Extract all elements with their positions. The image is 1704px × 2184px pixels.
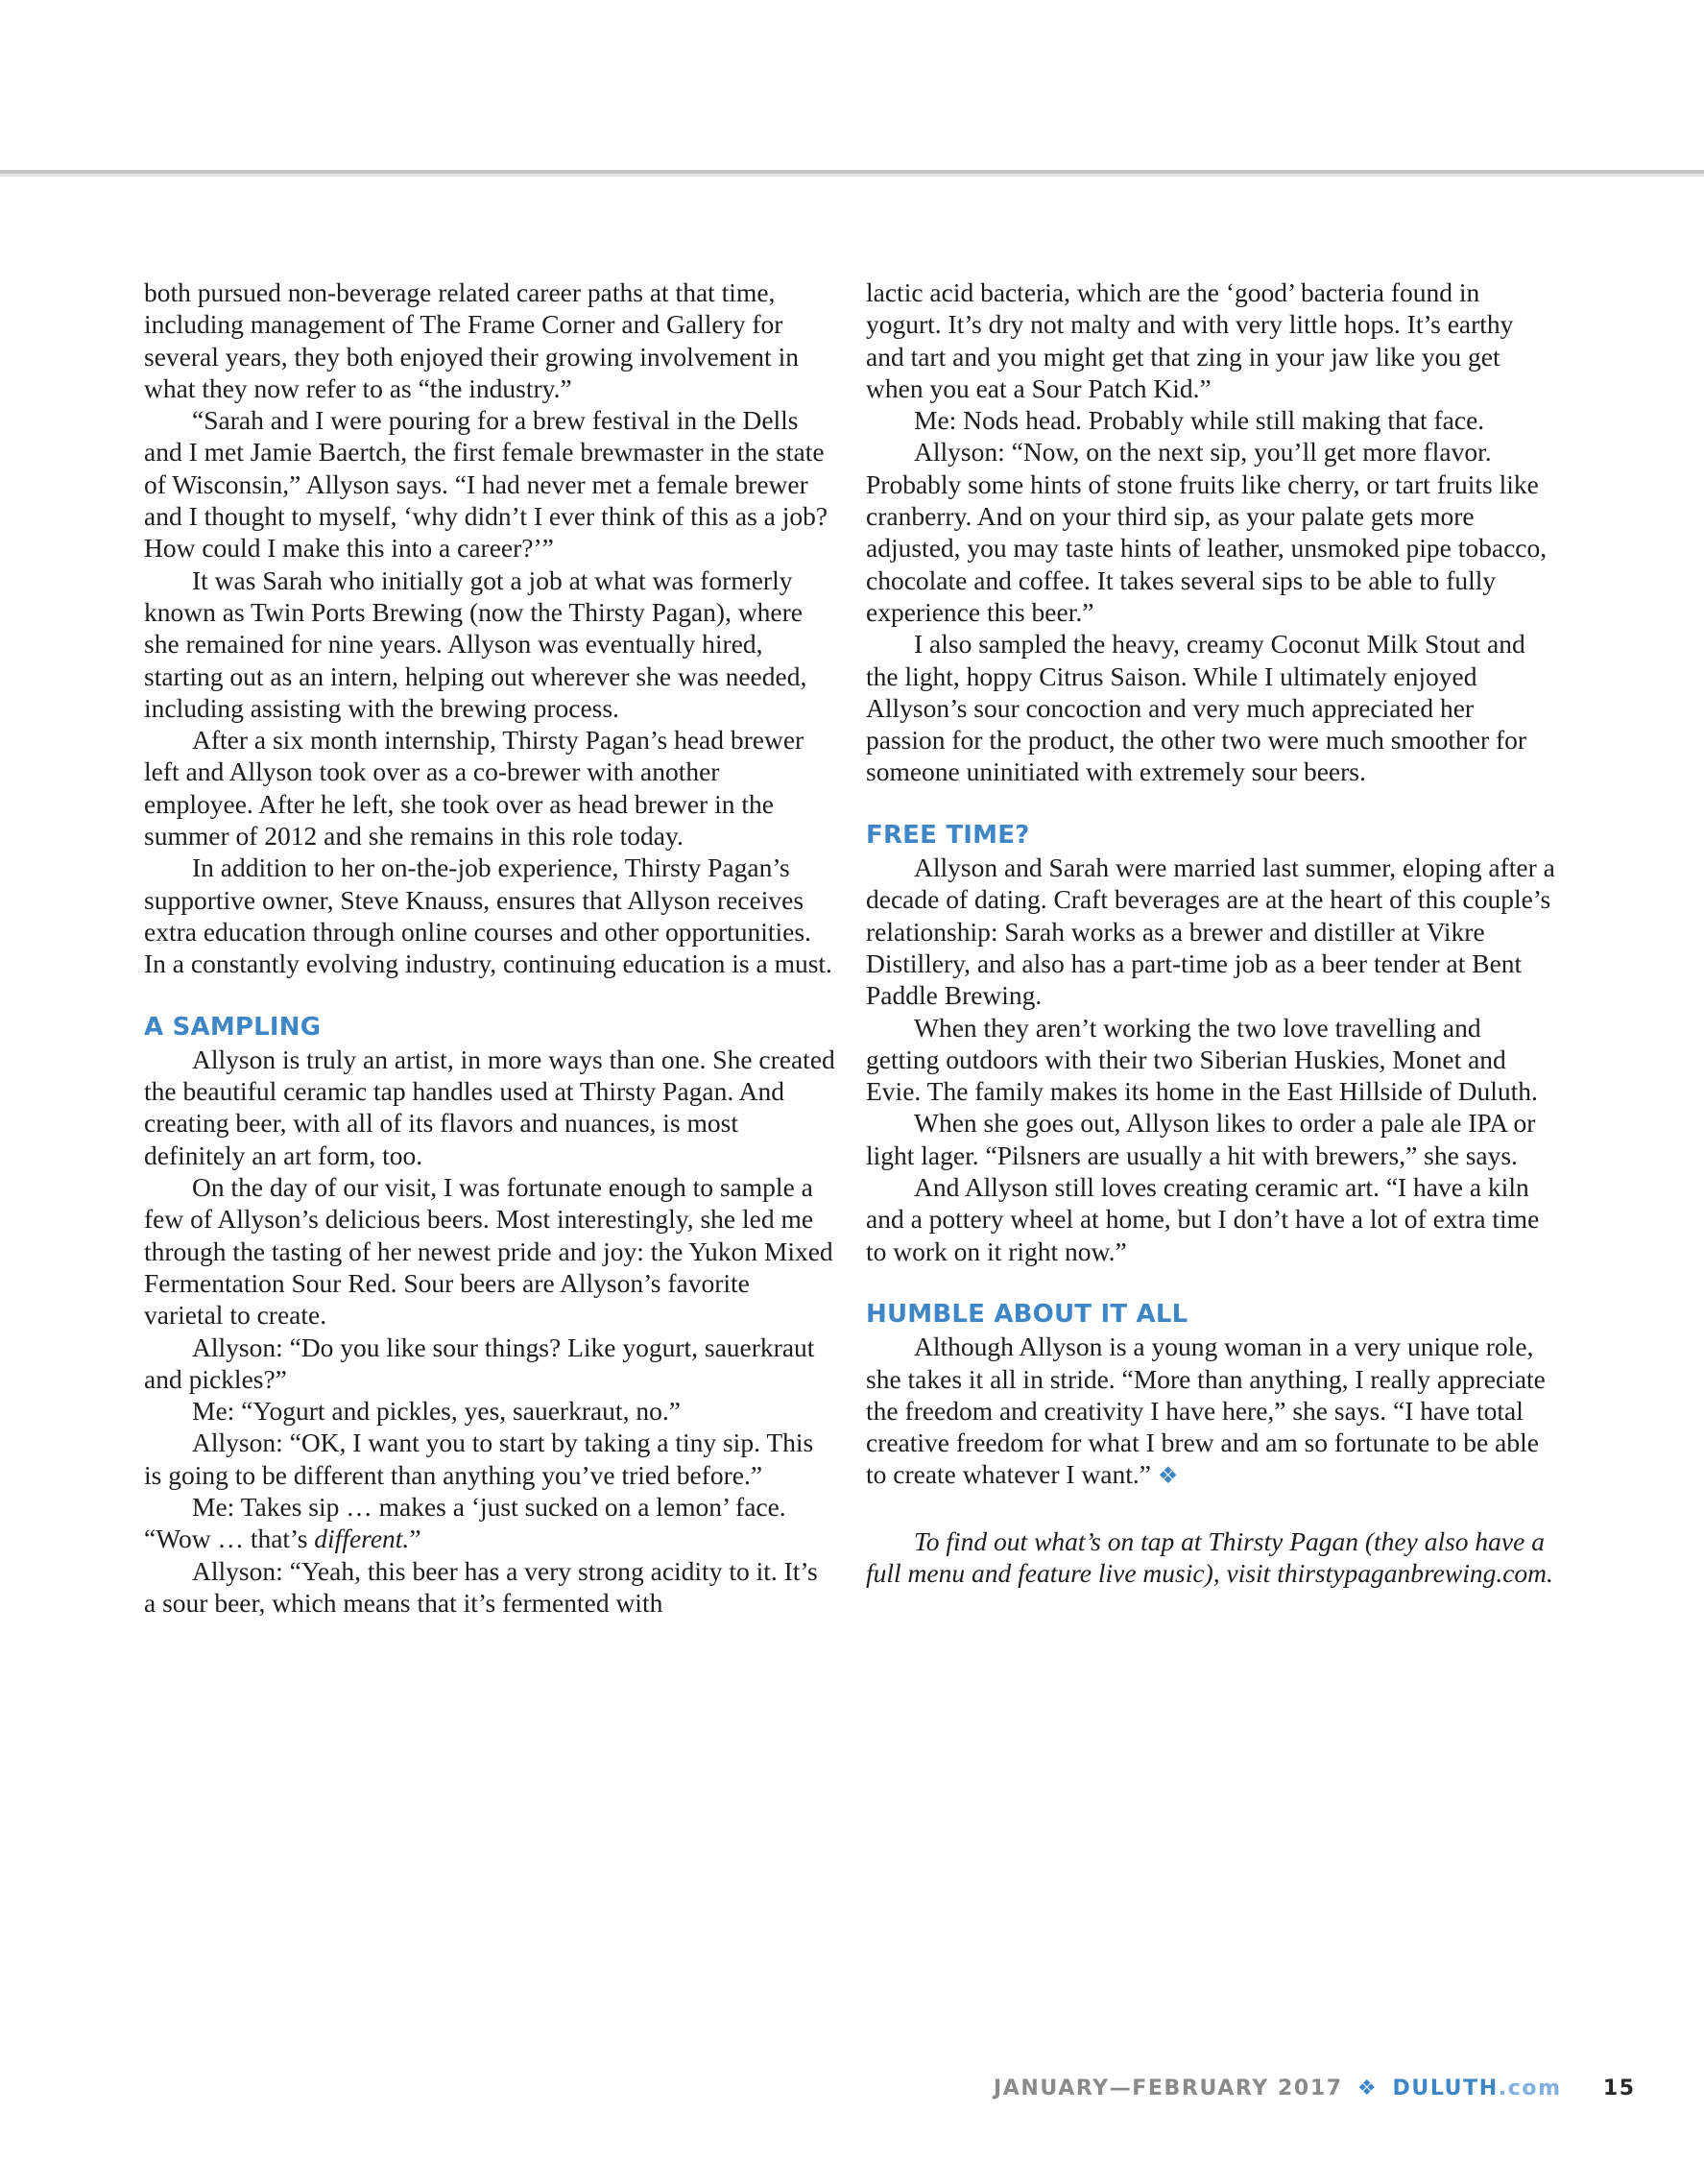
paragraph: I also sampled the heavy, creamy Coconut Milk Stout and the light, hoppy Citrus Saison. While I ultimately enjoyed Allyson’s sour concoction and very much appreciated her passion for the product, the other two were much smoother for someone uninitiated with extremely sour beers. [866,629,1527,787]
paragraph: Allyson: “OK, I want you to start by taking a tiny sip. This is going to be different than anything you’ve tried before.” [144,1428,814,1490]
paragraph: Me: “Yogurt and pickles, yes, sauerkraut, no.” [192,1396,681,1427]
paragraph: When she goes out, Allyson likes to order a pale ale IPA or light lager. “Pilsners are usually a hit with brewers,” she says. [866,1108,1536,1170]
paragraph: In addition to her on-the-job experience, Thirsty Pagan’s supportive owner, Steve Knauss, ensures that Allyson receives extra education through online courses and other opportunities. In a constantly evolving industry, continuing education is a must. [144,852,832,979]
paragraph: On the day of our visit, I was fortunate enough to sample a few of Allyson’s delicious beers. Most interestingly, she led me through the tasting of her newest pride and joy: the Yukon Mixed Fermentation Sour Red. Sour beers are Allyson’s favorite varietal to create. [144,1172,833,1331]
paragraph: Allyson is truly an artist, in more ways than one. She created the beautiful ceramic tap handles used at Thirsty Pagan. And creating beer, with all of its flavors and nuances, is most definitely an art form, too. [144,1044,835,1170]
paragraph: both pursued non-beverage related career paths at that time, including management of The Frame Corner and Gallery for several years, they both enjoyed their growing involvement in what they now refer to as “the industry.” [144,277,799,403]
paragraph: Allyson and Sarah were married last summer, eloping after a decade of dating. Craft beverages are at the heart of this couple’s relationship: Sarah works as a brewer and distiller at Vikre Distillery, and also has a part-time job as a beer tender at Bent Paddle Brewing. [866,852,1555,1011]
paragraph: Allyson: “Now, on the next sip, you’ll get more flavor. Probably some hints of stone fruits like cherry, or tart fruits like cranberry. And on your third sip, as your palate gets more adjusted, you may taste hints of leather, unsmoked pipe tobacco, chocolate and coffee. It takes several sips to be able to fully experience this beer.” [866,437,1548,627]
section-heading-sampling: A SAMPLING [144,1012,322,1042]
paragraph: And Allyson still loves creating ceramic art. “I have a kiln and a pottery wheel at home, but I don’t have a lot of extra time to work on it right now.” [866,1172,1540,1266]
issue-date: JANUARY—FEBRUARY 2017 [994,2076,1343,2100]
paragraph: Allyson: “Do you like sour things? Like yogurt, sauerkraut and pickles?” [144,1332,815,1394]
paragraph: lactic acid bacteria, which are the ‘good’ bacteria found in yogurt. It’s dry not malty and with very little hops. It’s earthy and tart and you might get that zing in your jaw like you get when you eat a Sour Patch Kid.” [866,277,1514,403]
diamond-separator-icon: ❖ [1356,2076,1379,2100]
section-heading-free-time: FREE TIME? [866,820,1030,850]
closing-note: To find out what’s on tap at Thirsty Pagan (they also have a full menu and feature live music), visit thirstypaganbrewing.com. [866,1525,1553,1588]
section-heading-humble: HUMBLE ABOUT IT ALL [866,1299,1188,1329]
header-rule [0,170,1704,177]
paragraph [144,1491,835,1555]
site-tld: .com [1498,2076,1562,2100]
paragraph: It was Sarah who initially got a job at what was formerly known as Twin Ports Brewing (now the Thirsty Pagan), where she remained for nine years. Allyson was eventually hired, starting out as an intern, helping out wherever she was needed, including assisting with the brewing process. [144,564,807,723]
site-name: DULUTH [1392,2076,1499,2100]
paragraph-text: ” [409,1524,421,1554]
paragraph: “Sarah and I were pouring for a brew festival in the Dells and I met Jamie Baertch, the first female brewmaster in the state of Wisconsin,” Allyson says. “I had never met a female brewer and I thought to myself, ‘why didn’t I ever think of this as a job? How could I make this into a career?’” [144,405,828,564]
emphasis-text: different. [314,1524,410,1554]
paragraph-text: Although Allyson is a young woman in a very unique role, she takes it all in stride. “More than anything, I really appreciate the freedom and creativity I have here,” she says. “I have total creative freedom for what I brew and am so fortunate to be able to create whatever I want.” [866,1332,1546,1490]
paragraph [866,1331,1557,1493]
article-column-right [866,276,1557,1589]
paragraph: Me: Nods head. Probably while still making that face. [914,405,1485,436]
page-footer [994,2076,1636,2100]
page-number: 15 [1602,2076,1636,2100]
paragraph: Allyson: “Yeah, this beer has a very strong acidity to it. It’s a sour beer, which means that it’s fermented with [144,1555,818,1618]
paragraph: When they aren’t working the two love travelling and getting outdoors with their two Siberian Huskies, Monet and Evie. The family makes its home in the East Hillside of Duluth. [866,1012,1538,1107]
end-of-article-icon: ❖ [1157,1464,1179,1490]
paragraph: After a six month internship, Thirsty Pagan’s head brewer left and Allyson took over as a co-brewer with another employee. After he left, she took over as head brewer in the summer of 2012 and she remains in this role today. [144,725,804,852]
paragraph-text: Me: Takes sip … makes a ‘just sucked on a lemon’ face. “Wow … that’s [144,1491,786,1554]
article-column-left [144,276,835,1619]
